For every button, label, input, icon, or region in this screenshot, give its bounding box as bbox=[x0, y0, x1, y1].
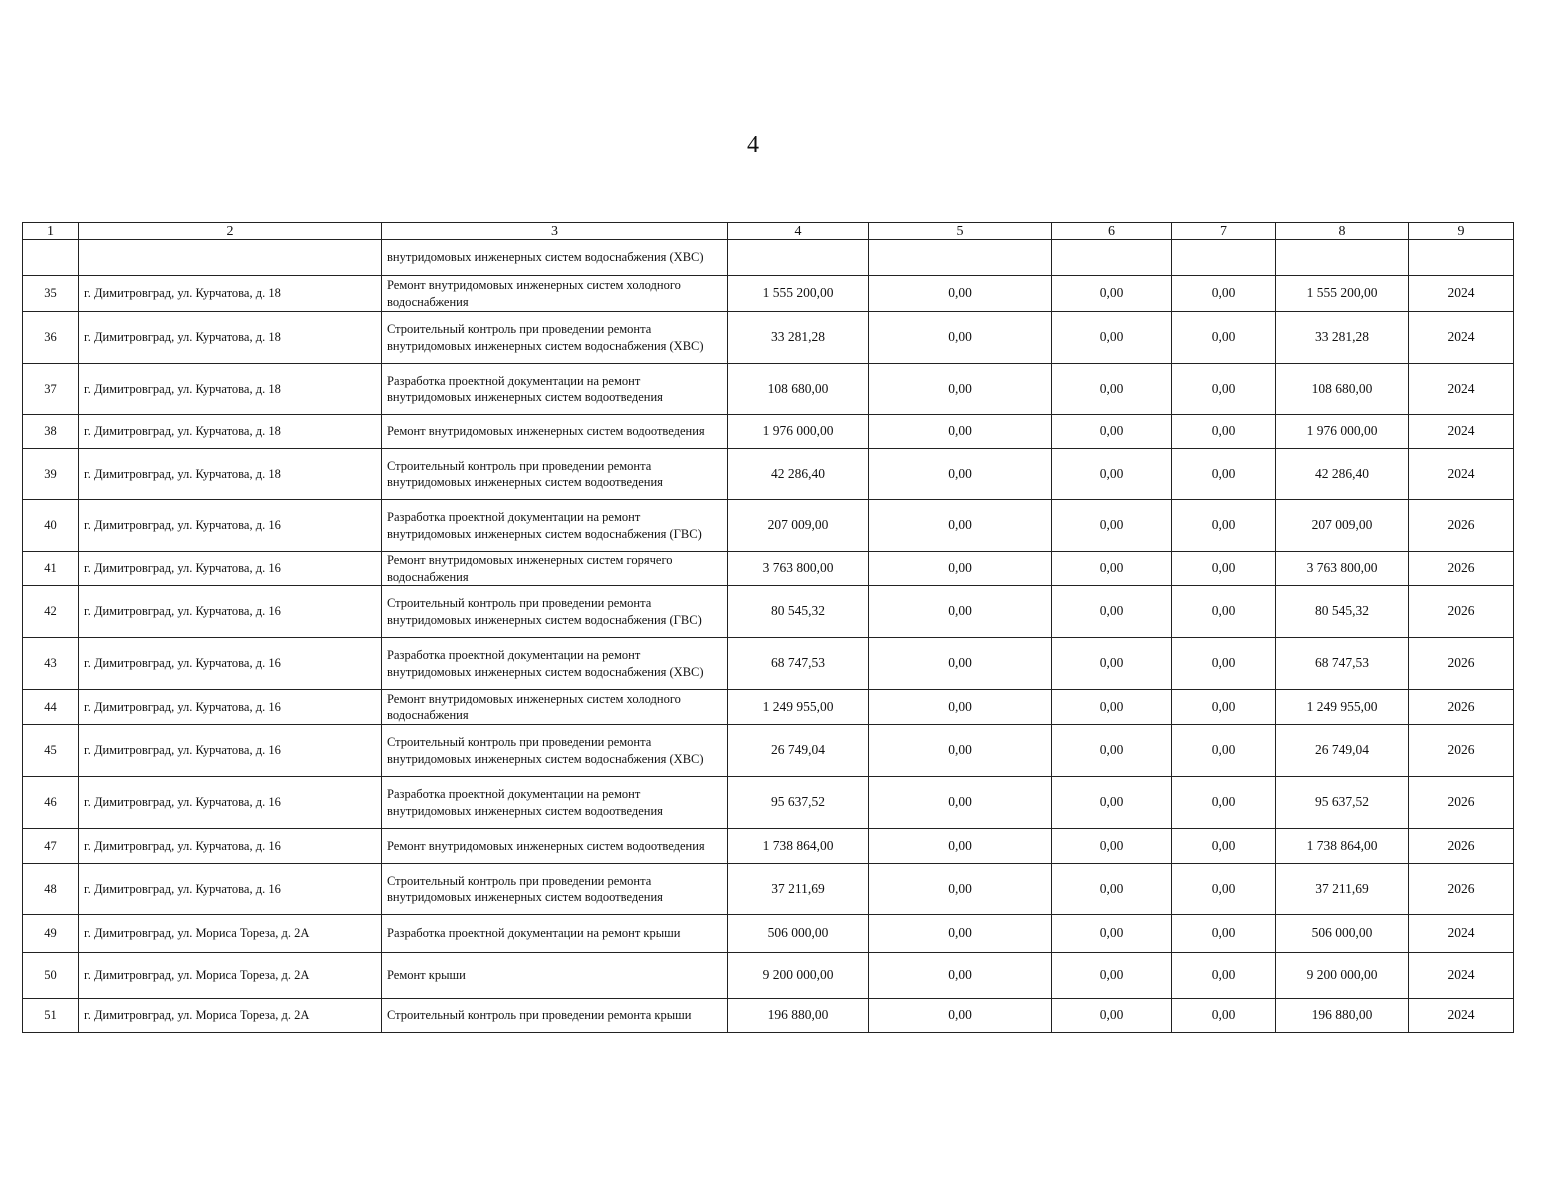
col-6-value: 0,00 bbox=[1052, 276, 1172, 312]
table-row bbox=[23, 829, 1514, 864]
col-4-value: 26 749,04 bbox=[728, 725, 869, 777]
row-number: 47 bbox=[23, 829, 79, 864]
col-5-value: 0,00 bbox=[869, 777, 1052, 829]
table-row bbox=[23, 552, 1514, 586]
year-cell: 2026 bbox=[1409, 586, 1514, 638]
table-row bbox=[23, 276, 1514, 312]
work-description: Разработка проектной документации на ремонт внутридомовых инженерных систем водоотведения bbox=[382, 364, 728, 415]
col-5-value: 0,00 bbox=[869, 864, 1052, 915]
col-7-value: 0,00 bbox=[1172, 449, 1276, 500]
address-cell: г. Димитровград, ул. Курчатова, д. 16 bbox=[79, 864, 382, 915]
header-cell: 4 bbox=[728, 223, 869, 240]
header-cell: 8 bbox=[1276, 223, 1409, 240]
col-8-value: 42 286,40 bbox=[1276, 449, 1409, 500]
col-6-value: 0,00 bbox=[1052, 586, 1172, 638]
table-row bbox=[23, 690, 1514, 725]
row-number: 38 bbox=[23, 415, 79, 449]
col-7-value: 0,00 bbox=[1172, 725, 1276, 777]
year-cell: 2026 bbox=[1409, 552, 1514, 586]
col-8-value: 80 545,32 bbox=[1276, 586, 1409, 638]
col-5-value bbox=[869, 240, 1052, 276]
row-number: 51 bbox=[23, 999, 79, 1033]
col-4-value: 37 211,69 bbox=[728, 864, 869, 915]
row-number: 43 bbox=[23, 638, 79, 690]
col-7-value: 0,00 bbox=[1172, 999, 1276, 1033]
col-5-value: 0,00 bbox=[869, 690, 1052, 725]
col-5-value: 0,00 bbox=[869, 312, 1052, 364]
work-description: внутридомовых инженерных систем водоснабжения (ХВС) bbox=[382, 240, 728, 276]
col-4-value: 1 976 000,00 bbox=[728, 415, 869, 449]
year-cell: 2024 bbox=[1409, 953, 1514, 999]
col-5-value: 0,00 bbox=[869, 999, 1052, 1033]
col-4-value: 196 880,00 bbox=[728, 999, 869, 1033]
row-number: 40 bbox=[23, 500, 79, 552]
row-number: 37 bbox=[23, 364, 79, 415]
address-cell: г. Димитровград, ул. Курчатова, д. 16 bbox=[79, 829, 382, 864]
work-description: Ремонт внутридомовых инженерных систем водоотведения bbox=[382, 415, 728, 449]
col-5-value: 0,00 bbox=[869, 500, 1052, 552]
work-description: Ремонт внутридомовых инженерных систем холодного водоснабжения bbox=[382, 276, 728, 312]
col-7-value bbox=[1172, 240, 1276, 276]
col-8-value: 196 880,00 bbox=[1276, 999, 1409, 1033]
col-4-value: 1 555 200,00 bbox=[728, 276, 869, 312]
col-4-value: 33 281,28 bbox=[728, 312, 869, 364]
col-5-value: 0,00 bbox=[869, 415, 1052, 449]
works-table bbox=[22, 222, 1514, 1033]
address-cell: г. Димитровград, ул. Курчатова, д. 16 bbox=[79, 500, 382, 552]
col-8-value bbox=[1276, 240, 1409, 276]
year-cell: 2026 bbox=[1409, 725, 1514, 777]
col-7-value: 0,00 bbox=[1172, 690, 1276, 725]
work-description: Строительный контроль при проведении ремонта внутридомовых инженерных систем водоснабжения (ХВС) bbox=[382, 725, 728, 777]
col-8-value: 37 211,69 bbox=[1276, 864, 1409, 915]
col-6-value: 0,00 bbox=[1052, 725, 1172, 777]
col-6-value: 0,00 bbox=[1052, 777, 1172, 829]
table-row bbox=[23, 586, 1514, 638]
table-row bbox=[23, 999, 1514, 1033]
address-cell: г. Димитровград, ул. Курчатова, д. 16 bbox=[79, 690, 382, 725]
address-cell: г. Димитровград, ул. Мориса Тореза, д. 2А bbox=[79, 915, 382, 953]
header-cell: 5 bbox=[869, 223, 1052, 240]
col-7-value: 0,00 bbox=[1172, 915, 1276, 953]
work-description: Разработка проектной документации на ремонт внутридомовых инженерных систем водоснабжения (ХВС) bbox=[382, 638, 728, 690]
col-4-value: 42 286,40 bbox=[728, 449, 869, 500]
address-cell: г. Димитровград, ул. Курчатова, д. 18 bbox=[79, 364, 382, 415]
address-cell: г. Димитровград, ул. Мориса Тореза, д. 2А bbox=[79, 953, 382, 999]
col-8-value: 3 763 800,00 bbox=[1276, 552, 1409, 586]
table-row bbox=[23, 312, 1514, 364]
col-8-value: 506 000,00 bbox=[1276, 915, 1409, 953]
col-5-value: 0,00 bbox=[869, 953, 1052, 999]
col-6-value: 0,00 bbox=[1052, 364, 1172, 415]
col-6-value bbox=[1052, 240, 1172, 276]
year-cell: 2026 bbox=[1409, 638, 1514, 690]
table-row bbox=[23, 240, 1514, 276]
col-4-value: 3 763 800,00 bbox=[728, 552, 869, 586]
col-6-value: 0,00 bbox=[1052, 638, 1172, 690]
col-7-value: 0,00 bbox=[1172, 777, 1276, 829]
work-description: Ремонт внутридомовых инженерных систем холодного водоснабжения bbox=[382, 690, 728, 725]
header-cell: 1 bbox=[23, 223, 79, 240]
col-7-value: 0,00 bbox=[1172, 829, 1276, 864]
col-5-value: 0,00 bbox=[869, 276, 1052, 312]
work-description: Ремонт внутридомовых инженерных систем горячего водоснабжения bbox=[382, 552, 728, 586]
col-4-value: 80 545,32 bbox=[728, 586, 869, 638]
row-number: 49 bbox=[23, 915, 79, 953]
col-7-value: 0,00 bbox=[1172, 312, 1276, 364]
col-6-value: 0,00 bbox=[1052, 552, 1172, 586]
col-5-value: 0,00 bbox=[869, 552, 1052, 586]
col-7-value: 0,00 bbox=[1172, 864, 1276, 915]
col-6-value: 0,00 bbox=[1052, 864, 1172, 915]
col-5-value: 0,00 bbox=[869, 829, 1052, 864]
work-description: Разработка проектной документации на ремонт внутридомовых инженерных систем водоотведения bbox=[382, 777, 728, 829]
col-5-value: 0,00 bbox=[869, 915, 1052, 953]
header-cell: 9 bbox=[1409, 223, 1514, 240]
work-description: Ремонт внутридомовых инженерных систем водоотведения bbox=[382, 829, 728, 864]
row-number: 35 bbox=[23, 276, 79, 312]
year-cell: 2024 bbox=[1409, 915, 1514, 953]
address-cell: г. Димитровград, ул. Курчатова, д. 18 bbox=[79, 449, 382, 500]
col-8-value: 207 009,00 bbox=[1276, 500, 1409, 552]
col-6-value: 0,00 bbox=[1052, 915, 1172, 953]
header-row bbox=[23, 223, 1514, 240]
col-5-value: 0,00 bbox=[869, 449, 1052, 500]
col-8-value: 26 749,04 bbox=[1276, 725, 1409, 777]
col-7-value: 0,00 bbox=[1172, 276, 1276, 312]
col-8-value: 1 249 955,00 bbox=[1276, 690, 1409, 725]
col-4-value: 68 747,53 bbox=[728, 638, 869, 690]
row-number: 50 bbox=[23, 953, 79, 999]
address-cell: г. Димитровград, ул. Курчатова, д. 18 bbox=[79, 415, 382, 449]
col-4-value: 95 637,52 bbox=[728, 777, 869, 829]
year-cell: 2024 bbox=[1409, 276, 1514, 312]
work-description: Разработка проектной документации на ремонт крыши bbox=[382, 915, 728, 953]
table-row bbox=[23, 953, 1514, 999]
year-cell: 2024 bbox=[1409, 999, 1514, 1033]
row-number: 45 bbox=[23, 725, 79, 777]
address-cell bbox=[79, 240, 382, 276]
table-row bbox=[23, 415, 1514, 449]
row-number: 46 bbox=[23, 777, 79, 829]
col-8-value: 1 738 864,00 bbox=[1276, 829, 1409, 864]
col-7-value: 0,00 bbox=[1172, 552, 1276, 586]
table-row bbox=[23, 725, 1514, 777]
year-cell: 2026 bbox=[1409, 777, 1514, 829]
col-8-value: 1 555 200,00 bbox=[1276, 276, 1409, 312]
table-row bbox=[23, 864, 1514, 915]
col-8-value: 68 747,53 bbox=[1276, 638, 1409, 690]
col-4-value bbox=[728, 240, 869, 276]
table-body bbox=[23, 240, 1514, 1033]
table-row bbox=[23, 449, 1514, 500]
col-8-value: 9 200 000,00 bbox=[1276, 953, 1409, 999]
work-description: Ремонт крыши bbox=[382, 953, 728, 999]
table-row bbox=[23, 638, 1514, 690]
col-4-value: 1 249 955,00 bbox=[728, 690, 869, 725]
row-number: 44 bbox=[23, 690, 79, 725]
address-cell: г. Димитровград, ул. Курчатова, д. 16 bbox=[79, 725, 382, 777]
header-cell: 6 bbox=[1052, 223, 1172, 240]
col-7-value: 0,00 bbox=[1172, 364, 1276, 415]
col-6-value: 0,00 bbox=[1052, 449, 1172, 500]
col-6-value: 0,00 bbox=[1052, 312, 1172, 364]
col-5-value: 0,00 bbox=[869, 586, 1052, 638]
col-4-value: 1 738 864,00 bbox=[728, 829, 869, 864]
col-7-value: 0,00 bbox=[1172, 500, 1276, 552]
year-cell bbox=[1409, 240, 1514, 276]
year-cell: 2026 bbox=[1409, 829, 1514, 864]
col-5-value: 0,00 bbox=[869, 638, 1052, 690]
work-description: Строительный контроль при проведении ремонта внутридомовых инженерных систем водоснабжения (ХВС) bbox=[382, 312, 728, 364]
col-8-value: 1 976 000,00 bbox=[1276, 415, 1409, 449]
year-cell: 2026 bbox=[1409, 690, 1514, 725]
year-cell: 2024 bbox=[1409, 415, 1514, 449]
col-6-value: 0,00 bbox=[1052, 953, 1172, 999]
row-number: 39 bbox=[23, 449, 79, 500]
address-cell: г. Димитровград, ул. Курчатова, д. 16 bbox=[79, 552, 382, 586]
year-cell: 2024 bbox=[1409, 364, 1514, 415]
address-cell: г. Димитровград, ул. Курчатова, д. 16 bbox=[79, 777, 382, 829]
table-row bbox=[23, 777, 1514, 829]
col-5-value: 0,00 bbox=[869, 364, 1052, 415]
work-description: Разработка проектной документации на ремонт внутридомовых инженерных систем водоснабжения (ГВС) bbox=[382, 500, 728, 552]
header-cell: 2 bbox=[79, 223, 382, 240]
year-cell: 2024 bbox=[1409, 312, 1514, 364]
work-description: Строительный контроль при проведении ремонта внутридомовых инженерных систем водоснабжения (ГВС) bbox=[382, 586, 728, 638]
row-number bbox=[23, 240, 79, 276]
work-description: Строительный контроль при проведении ремонта внутридомовых инженерных систем водоотведения bbox=[382, 449, 728, 500]
col-7-value: 0,00 bbox=[1172, 586, 1276, 638]
col-7-value: 0,00 bbox=[1172, 953, 1276, 999]
col-8-value: 108 680,00 bbox=[1276, 364, 1409, 415]
col-7-value: 0,00 bbox=[1172, 638, 1276, 690]
row-number: 36 bbox=[23, 312, 79, 364]
col-8-value: 95 637,52 bbox=[1276, 777, 1409, 829]
table-row bbox=[23, 500, 1514, 552]
col-6-value: 0,00 bbox=[1052, 829, 1172, 864]
address-cell: г. Димитровград, ул. Курчатова, д. 16 bbox=[79, 586, 382, 638]
table-row bbox=[23, 915, 1514, 953]
col-8-value: 33 281,28 bbox=[1276, 312, 1409, 364]
address-cell: г. Димитровград, ул. Курчатова, д. 18 bbox=[79, 276, 382, 312]
work-description: Строительный контроль при проведении ремонта крыши bbox=[382, 999, 728, 1033]
col-6-value: 0,00 bbox=[1052, 999, 1172, 1033]
address-cell: г. Димитровград, ул. Мориса Тореза, д. 2А bbox=[79, 999, 382, 1033]
year-cell: 2026 bbox=[1409, 500, 1514, 552]
row-number: 48 bbox=[23, 864, 79, 915]
address-cell: г. Димитровград, ул. Курчатова, д. 16 bbox=[79, 638, 382, 690]
row-number: 42 bbox=[23, 586, 79, 638]
col-4-value: 506 000,00 bbox=[728, 915, 869, 953]
col-4-value: 9 200 000,00 bbox=[728, 953, 869, 999]
page-number: 4 bbox=[747, 132, 759, 158]
work-description: Строительный контроль при проведении ремонта внутридомовых инженерных систем водоотведения bbox=[382, 864, 728, 915]
col-5-value: 0,00 bbox=[869, 725, 1052, 777]
col-6-value: 0,00 bbox=[1052, 415, 1172, 449]
col-4-value: 108 680,00 bbox=[728, 364, 869, 415]
year-cell: 2024 bbox=[1409, 449, 1514, 500]
col-4-value: 207 009,00 bbox=[728, 500, 869, 552]
table-row bbox=[23, 364, 1514, 415]
col-6-value: 0,00 bbox=[1052, 500, 1172, 552]
row-number: 41 bbox=[23, 552, 79, 586]
address-cell: г. Димитровград, ул. Курчатова, д. 18 bbox=[79, 312, 382, 364]
header-cell: 7 bbox=[1172, 223, 1276, 240]
header-cell: 3 bbox=[382, 223, 728, 240]
col-7-value: 0,00 bbox=[1172, 415, 1276, 449]
year-cell: 2026 bbox=[1409, 864, 1514, 915]
col-6-value: 0,00 bbox=[1052, 690, 1172, 725]
